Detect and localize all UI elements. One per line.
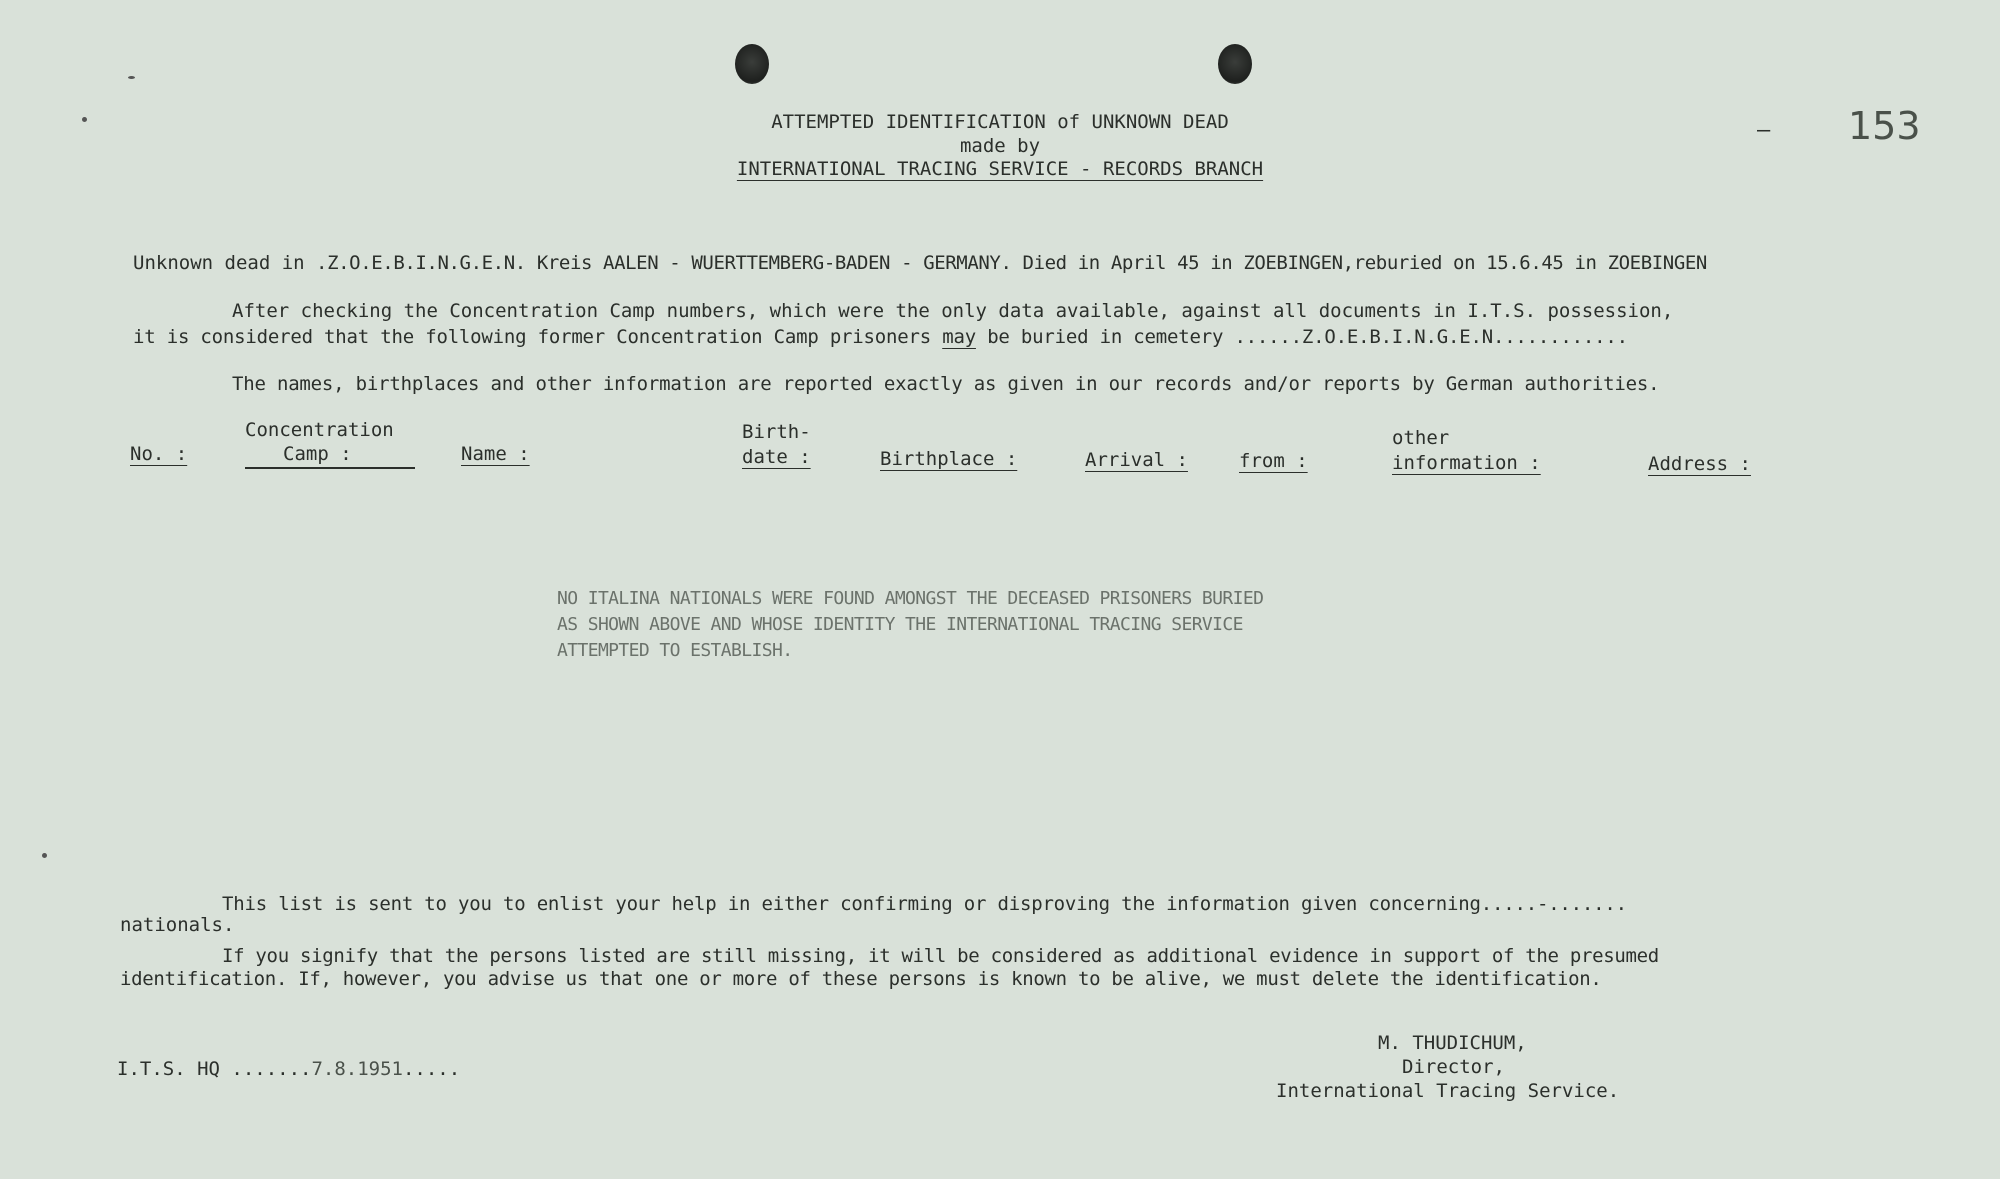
col-header-other-line1: other — [1392, 427, 1450, 449]
page-number-dash: – — [1757, 118, 1771, 143]
signatory-title: Director, — [1402, 1056, 1505, 1078]
p1-text-a: it is considered that the following former Concentration Camp prisoners — [133, 326, 931, 348]
hq-date-line — [117, 1058, 460, 1081]
paragraph-3-line-2: nationals. — [120, 914, 235, 936]
paragraph-4-line-2: identification. If, however, you advise us that one or more of these persons is known to be alive, we must delete the identification. — [120, 968, 1602, 990]
col-header-name: Name : — [461, 443, 530, 465]
paragraph-3-line-1: This list is sent to you to enlist your help in either confirming or disproving the information given concerning.....-....... — [222, 893, 1627, 915]
col-header-address: Address : — [1648, 453, 1751, 475]
notice-line-1: NO ITALINA NATIONALS WERE FOUND AMONGST THE DECEASED PRISONERS BURIED — [557, 588, 1264, 609]
page-number: 153 — [1848, 104, 1921, 148]
col-header-birthdate-line2: date : — [742, 446, 811, 468]
issuing-office-text: INTERNATIONAL TRACING SERVICE - RECORDS BRANCH — [736, 158, 1264, 180]
punch-hole-left — [735, 44, 769, 84]
punch-hole-right — [1218, 44, 1252, 84]
paragraph-1-line-1: After checking the Concentration Camp numbers, which were the only data available, against all documents in I.T.S. possession, — [232, 300, 1674, 322]
signatory-organization: International Tracing Service. — [1276, 1080, 1620, 1102]
notice-line-2: AS SHOWN ABOVE AND WHOSE IDENTITY THE INTERNATIONAL TRACING SERVICE — [557, 614, 1243, 635]
col-header-birthplace: Birthplace : — [880, 448, 1018, 470]
col-header-arrival: Arrival : — [1085, 449, 1188, 471]
col-header-other-line2: information : — [1392, 452, 1541, 474]
col-header-from: from : — [1239, 450, 1308, 472]
document-subtitle: made by — [959, 135, 1041, 157]
speck — [128, 76, 135, 79]
col-header-camp-underline — [245, 467, 415, 469]
speck — [42, 853, 47, 858]
notice-line-3: ATTEMPTED TO ESTABLISH. — [557, 640, 793, 661]
location-prefix: Unknown dead in — [133, 252, 305, 274]
col-header-birthdate-line1: Birth- — [742, 421, 811, 443]
cemetery-name: Z.O.E.B.I.N.G.E.N............ — [1301, 326, 1628, 348]
location-value: .Z.O.E.B.I.N.G.E.N. Kreis AALEN - WUERTTEMBERG-BADEN - GERMANY. Died in April 45 in ZOEBINGEN,reburied on 15.6.45 in ZOEBINGEN — [316, 252, 1707, 274]
paragraph-2: The names, birthplaces and other information are reported exactly as given in our records and/or reports by German authorities. — [232, 373, 1660, 395]
p1-may: may — [942, 326, 976, 348]
hq-date: 7.8.1951 — [311, 1058, 403, 1080]
paragraph-4-line-1: If you signify that the persons listed are still missing, it will be considered as additional evidence in support of the presumed — [222, 945, 1659, 967]
signatory-name: M. THUDICHUM, — [1378, 1032, 1527, 1054]
issuing-office — [0, 158, 2000, 180]
location-line — [133, 252, 1707, 275]
p1-text-b: be buried in cemetery ...... — [987, 326, 1302, 348]
paragraph-1-line-2 — [133, 326, 1628, 349]
col-header-camp-line2: Camp : — [283, 443, 352, 465]
col-header-camp-line1: Concentration — [245, 419, 394, 441]
hq-label: I.T.S. HQ ....... — [117, 1058, 312, 1080]
hq-trail: ..... — [402, 1058, 461, 1080]
col-header-no: No. : — [130, 443, 188, 465]
document-title: ATTEMPTED IDENTIFICATION of UNKNOWN DEAD — [771, 111, 1229, 133]
